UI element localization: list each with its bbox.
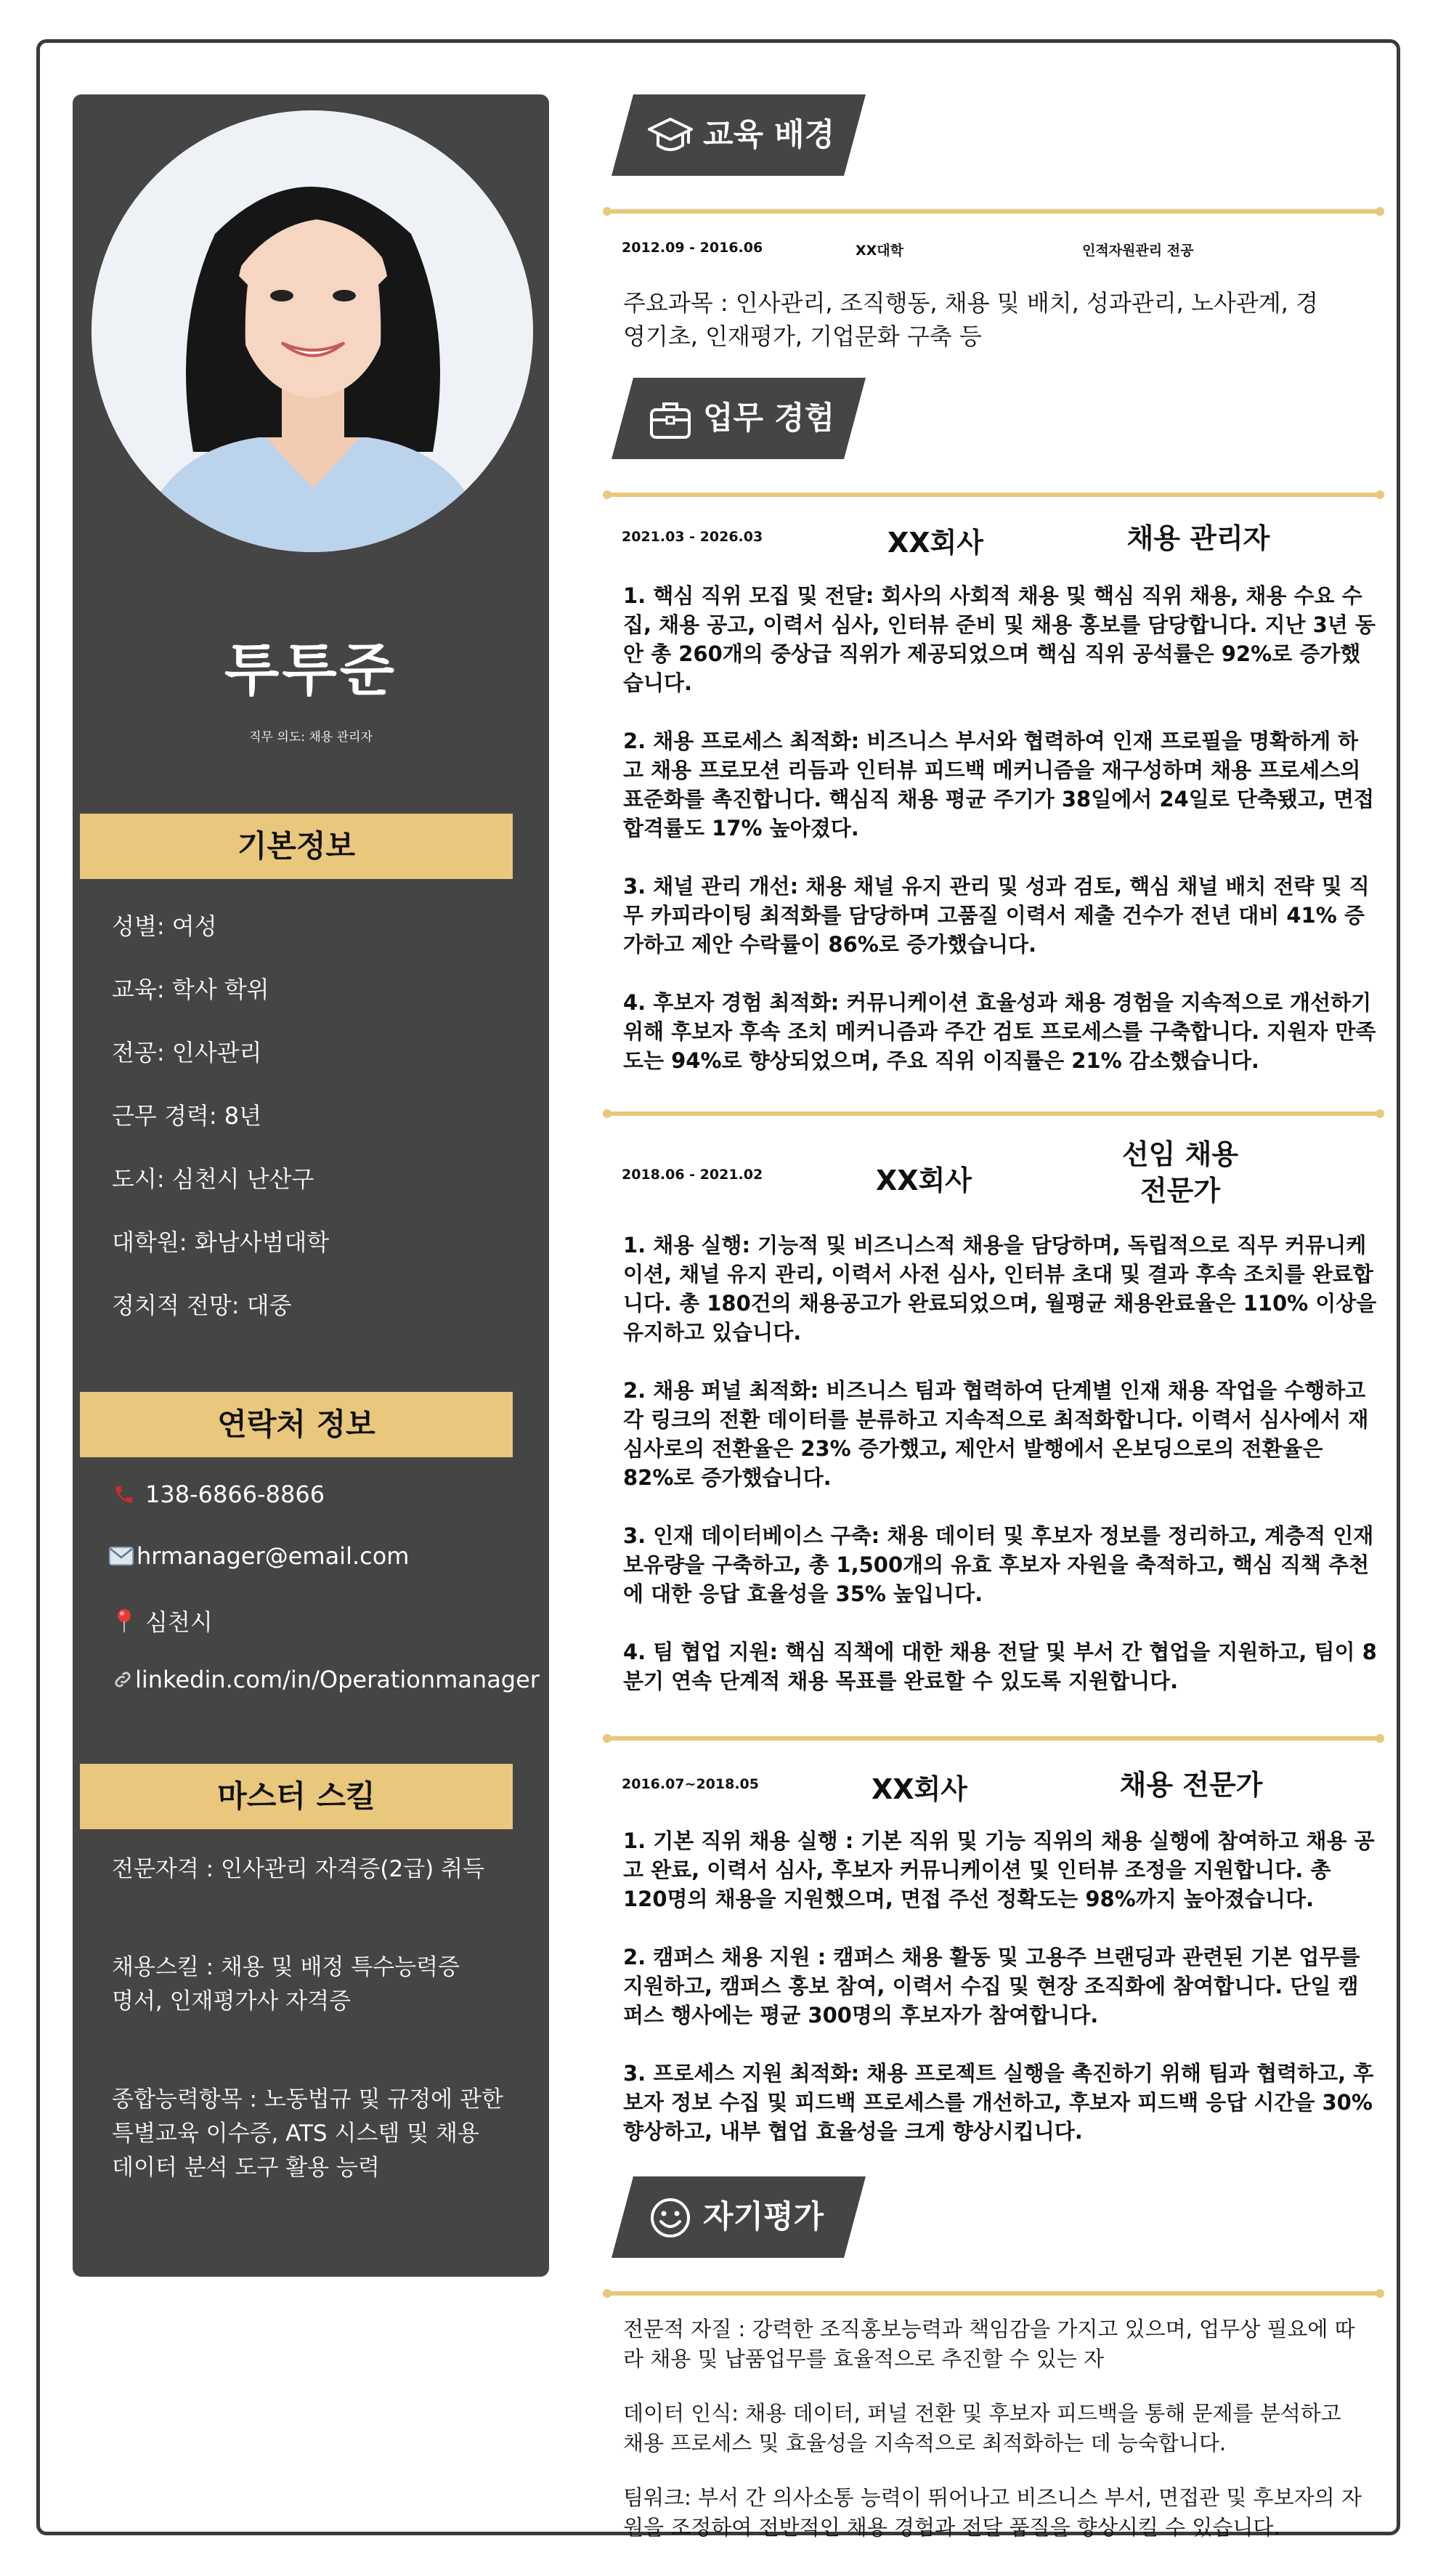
smiley-icon (648, 2197, 693, 2239)
basic-info-heading: 기본정보 (80, 814, 513, 879)
pin-icon (112, 1608, 137, 1633)
education-courses: 주요과목 : 인사관리, 조직행동, 채용 및 배치, 성과관리, 노사관계, 경영기초, 인재평가, 기업문화 구축 등 (623, 289, 1318, 350)
job1-role: 채용 관리자 (1126, 522, 1270, 554)
linkedin-url: linkedin.com/in/Operationmanager (135, 1666, 540, 1693)
contact-heading: 연락처 정보 (80, 1392, 513, 1457)
sidebar (73, 94, 549, 2277)
info-education: 교육: 학사 학위 (112, 976, 269, 1003)
job2-point-1: 1. 채용 실행: 기능적 및 비즈니스적 채용을 담당하며, 독립적으로 직무 커뮤니케이션, 채널 유지 관리, 이력서 사전 심사, 인터뷰 초대 및 결과 후속 조치를 완료합니다. 총 180건의 채용공고가 완료되었으며, 월평균 채용완료율은 110% 이상을 유지하고 있습니다. (623, 1233, 1377, 1345)
education-school: XX대학 (856, 243, 904, 259)
job1-point-2: 2. 채용 프로세스 최적화: 비즈니스 부서와 협력하여 인재 프로필을 명확하게 하고 채용 프로모션 리듬과 인터뷰 피드백 메커니즘을 재구성하며 채용 프로세스의 표준화를 촉진합니다. 핵심직 채용 평균 주기가 38일에서 24일로 단축됐고, 면접 합격률도 17% 높아졌다. (623, 729, 1375, 841)
job1-point-3: 3. 채널 관리 개선: 채용 채널 유지 관리 및 성과 검토, 핵심 채널 배치 전략 및 직무 카피라이팅 최적화를 담당하며 고품질 이력서 제출 건수가 전년 대비 41% 증가하고 제안 수락률이 86%로 증가했습니다. (623, 874, 1370, 957)
job2-point-4: 4. 팀 협업 지원: 핵심 직책에 대한 채용 전달 및 부서 간 협업을 지원하고, 팀이 8분기 연속 단계적 채용 목표를 완료할 수 있도록 지원합니다. (623, 1640, 1377, 1693)
profile-photo (92, 110, 533, 552)
job3-role: 채용 전문가 (1119, 1769, 1263, 1801)
self-eval-teamwork: 팀워크: 부서 간 의사소통 능력이 뛰어나고 비즈니스 부서, 면접관 및 후보자의 자원을 조정하여 전반적인 채용 경험과 전달 품질을 향상시킬 수 있습니다. (623, 2485, 1362, 2540)
self-eval-title: 자기평가 (703, 2199, 824, 2235)
phone-number: 138-6866-8866 (145, 1481, 325, 1508)
link-icon (112, 1667, 134, 1692)
job1-period: 2021.03 - 2026.03 (622, 529, 763, 545)
profile-name: 투투준 (224, 638, 398, 703)
education-major: 인적자원관리 전공 (1082, 243, 1194, 259)
info-city: 도시: 심천시 난산구 (112, 1165, 314, 1193)
job2-period: 2018.06 - 2021.02 (622, 1167, 763, 1183)
contact-location (112, 1604, 213, 1637)
location-text: 심천시 (145, 1608, 213, 1636)
skill-comprehensive: 종합능력항목 : 노동법규 및 규정에 관한 특별교육 이수증, ATS 시스템 및 채용 데이터 분석 도구 활용 능력 (112, 2086, 503, 2181)
contact-phone[interactable] (112, 1481, 325, 1508)
email-address: hrmanager@email.com (137, 1542, 410, 1570)
job1-point-1: 1. 핵심 직위 모집 및 전달: 회사의 사회적 채용 및 핵심 직위 채용, 채용 수요 수집, 채용 공고, 이력서 심사, 인터뷰 준비 및 채용 홍보를 담당합니다. 지난 3년 동안 총 260개의 중상급 직위가 제공되었으며 핵심 직위 공석률은 92%로 증가했습니다. (623, 583, 1376, 695)
self-eval-professional: 전문적 자질 : 강력한 조직홍보능력과 책임감을 가지고 있으며, 업무상 필요에 따라 채용 및 납품업무를 효율적으로 추진할 수 있는 자 (623, 2317, 1355, 2371)
job1-divider (607, 1111, 1380, 1116)
job3-company: XX회사 (872, 1773, 968, 1805)
self-eval-divider (607, 2291, 1380, 2296)
job1-point-4: 4. 후보자 경험 최적화: 커뮤니케이션 효율성과 채용 경험을 지속적으로 개선하기 위해 후보자 후속 조치 메커니즘과 주간 검토 프로세스를 구축합니다. 지원자 만족도는 94%로 향상되었으며, 주요 직위 이직률은 21% 감소했습니다. (623, 990, 1376, 1073)
education-period: 2012.09 - 2016.06 (622, 240, 763, 256)
job3-point-3: 3. 프로세스 지원 최적화: 채용 프로젝트 실행을 촉진하기 위해 팀과 협력하고, 후보자 정보 수집 및 피드백 프로세스를 개선하고, 후보자 피드백 응답 시간을 30% 향상하고, 내부 협업 효율성을 크게 향상시킵니다. (623, 2061, 1374, 2144)
info-gender: 성별: 여성 (112, 912, 217, 940)
skill-recruiting: 채용스킬 : 채용 및 배정 특수능력증명서, 인재평가사 자격증 (112, 1954, 460, 2014)
info-major: 전공: 인사관리 (112, 1039, 262, 1066)
job2-role (1075, 1136, 1285, 1209)
briefcase-icon (648, 398, 693, 440)
info-graduate: 대학원: 화남사범대학 (112, 1228, 330, 1256)
job3-point-1: 1. 기본 직위 채용 실행 : 기본 직위 및 기능 직위의 채용 실행에 참여하고 채용 공고 완료, 이력서 심사, 후보자 커뮤니케이션 및 인터뷰 조정을 지원합니다. 총 120명의 채용을 지원했으며, 면접 주선 정확도는 98%까지 높아졌습니다. (623, 1828, 1375, 1911)
job2-company: XX회사 (876, 1165, 972, 1196)
phone-icon (112, 1482, 137, 1507)
info-political: 정치적 전망: 대중 (112, 1292, 292, 1319)
experience-divider (607, 493, 1380, 497)
experience-title: 업무 경험 (703, 400, 835, 437)
mail-icon (109, 1544, 134, 1568)
graduation-cap-icon (648, 115, 693, 157)
education-title: 교육 배경 (703, 117, 835, 153)
job2-divider (607, 1736, 1380, 1741)
job2-role-line1: 선임 채용 (1121, 1138, 1239, 1170)
contact-email[interactable] (109, 1542, 409, 1570)
job3-period: 2016.07~2018.05 (622, 1776, 759, 1792)
self-eval-data: 데이터 인식: 채용 데이터, 퍼널 전환 및 후보자 피드백을 통해 문제를 분석하고 채용 프로세스 및 효율성을 지속적으로 최적화하는 데 능숙합니다. (623, 2401, 1341, 2455)
skill-certificate: 전문자격 : 인사관리 자격증(2급) 취득 (112, 1856, 485, 1882)
job2-point-3: 3. 인재 데이터베이스 구축: 채용 데이터 및 후보자 정보를 정리하고, 계층적 인재 보유량을 구축하고, 총 1,500개의 유효 후보자 자원을 축적하고, 핵심 직책 추천에 대한 응답 효율성을 35% 높입니다. (623, 1523, 1374, 1606)
skills-heading: 마스터 스킬 (80, 1764, 513, 1829)
contact-linkedin[interactable] (112, 1666, 540, 1693)
job2-role-line2: 전문가 (1140, 1175, 1221, 1207)
education-divider (607, 209, 1380, 214)
self-eval-section-title (612, 2176, 866, 2258)
info-experience: 근무 경력: 8년 (112, 1102, 262, 1130)
job-intent: 직무 의도: 채용 관리자 (249, 730, 373, 745)
job3-point-2: 2. 캠퍼스 채용 지원 : 캠퍼스 채용 활동 및 고용주 브랜딩과 관련된 기본 업무를 지원하고, 캠퍼스 홍보 참여, 이력서 수집 및 현장 조직화에 참여합니다. 단일 캠퍼스 행사에는 평균 300명의 후보자가 참여합니다. (623, 1945, 1360, 2028)
education-section-title (612, 94, 866, 176)
job1-company: XX회사 (887, 527, 984, 559)
experience-section-title (612, 378, 866, 459)
job2-point-2: 2. 채용 퍼널 최적화: 비즈니스 팀과 협력하여 단계별 인재 채용 작업을 수행하고 각 링크의 전환 데이터를 분류하고 지속적으로 최적화합니다. 이력서 심사에서 재심사로의 전환율은 23% 증가했고, 제안서 발행에서 온보딩으로의 전환율은 82%로 증가했습니다. (623, 1378, 1369, 1490)
